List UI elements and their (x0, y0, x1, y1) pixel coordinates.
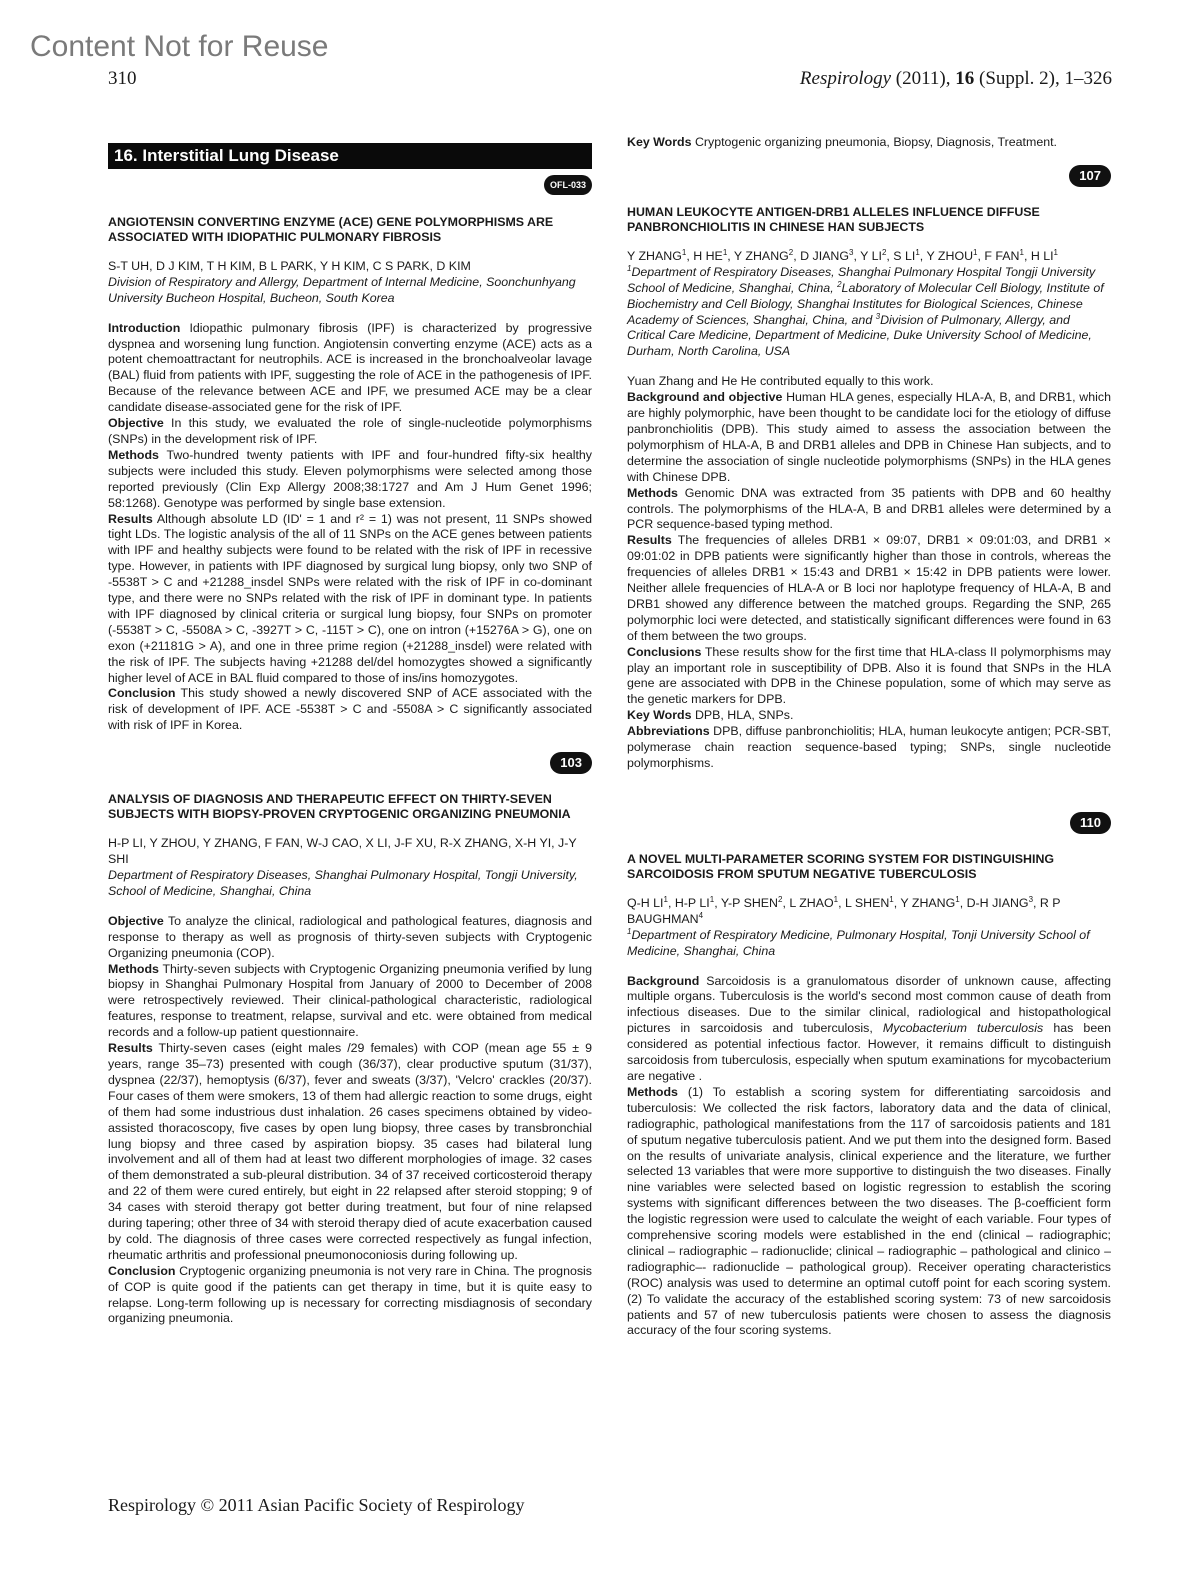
para-heading: Objective (108, 416, 164, 431)
affil-sup: 3 (875, 311, 881, 321)
author-sup: 2 (788, 247, 794, 257)
author-sup: 1 (833, 894, 839, 904)
para-heading: Key Words (627, 135, 692, 149)
author-sup: 3 (849, 247, 854, 257)
author-sup: 1 (1019, 247, 1024, 257)
author-sup: 1 (955, 894, 960, 904)
key-words (627, 135, 1111, 151)
abstract-authors: H-P LI, Y ZHOU, Y ZHANG, F FAN, W-J CAO, X LI, J-F XU, R-X ZHANG, X-H YI, J-Y SHI (108, 836, 577, 867)
watermark: Content Not for Reuse (30, 30, 329, 63)
para-text: has been considered as potential infectious factor. However, it remains difficult to distinguish sarcoidosis from tuberculosis, especially when sputum examinations for mycobacterium are negative . (627, 1021, 1111, 1083)
affil-text: Division of Pulmonary, Allergy, and Critical Care Medicine, Department of Medicine, Duke University School of Medicine, Durham, North Carolina, USA (627, 312, 1092, 359)
author: , L ZHAO (782, 895, 834, 910)
author: , Y ZHANG (893, 895, 956, 910)
para-text: Idiopathic pulmonary fibrosis (IPF) is characterized by progressive dyspnea and worsening lung function. Angiotensin converting enzyme (ACE) acts as a potent chemoattractant for neutrophils. ACE is increased in the bronchoalveolar lavage (BAL) fluid from patients with IPF, suggesting the role of ACE in the pathogenesis of IPF. Because of the relevance between ACE and IPF, we presumed ACE may be a clear candidate disease-associated gene for the risk of IPF. (108, 320, 592, 415)
author-sup: 1 (889, 894, 894, 904)
abstract-affiliation (627, 928, 1111, 960)
affil-text: Department of Respiratory Medicine, Pulmonary Hospital, Tonji University School of Medicine, Shanghai, China (627, 927, 1090, 958)
abstract-body (108, 914, 592, 1328)
abstract-authors: S-T UH, D J KIM, T H KIM, B L PARK, Y H KIM, C S PARK, D KIM (108, 258, 471, 273)
para-text: Thirty-seven subjects with Cryptogenic Organizing pneumonia verified by lung biopsy in Shanghai Pulmonary Hospital from January of 2000 to December of 2008 were retrospectively reviewed. Their clinical-pathological characteristic, radiological features, response to treatment, relapse, survival and etc. were obtained from medical records and a follow-up patient questionnaire. (108, 961, 592, 1040)
abstract-affiliation: Department of Respiratory Diseases, Shanghai Pulmonary Hospital, Tongji University, School of Medicine, Shanghai, China (108, 868, 578, 898)
para-text: Sarcoidosis is a granulomatous disorder of unknown cause, affecting multiple organs. Tuberculosis is the world's second most common cause of death from infectious diseases. Due to the similar clinical, radiological and histopathological pictures in sarcoidosis and tuberculosis, (627, 973, 1111, 1036)
para-heading: Methods (627, 485, 678, 500)
journal-volume: 16 (955, 68, 975, 89)
affil-text: Department of Respiratory Diseases, Shanghai Pulmonary Hospital Tongji University School of Medicine, Shanghai, China, (627, 264, 1096, 295)
author: , H HE (686, 248, 723, 263)
abstract-affiliation (627, 265, 1111, 360)
para-heading: Key Words (627, 708, 692, 723)
author-sup: 2 (778, 894, 783, 904)
abstract-body (108, 321, 592, 735)
para-text: DPB, diffuse panbronchiolitis; HLA, human leukocyte antigen; PCR-SBT, polymerase chain reaction sequence-based typing; SNPs, single nucleotide polymorphisms. (627, 724, 1111, 770)
affil-sup: 2 (837, 279, 842, 289)
affil-text: Laboratory of Molecular Cell Biology, Institute of Biochemistry and Cell Biology, Shanghai Institutes for Biological Sciences, Chinese Academy of Sciences, Shanghai, China, and (627, 280, 1104, 327)
para-heading: Conclusion (108, 686, 176, 701)
author-sup: 1 (973, 247, 978, 257)
right-column (627, 135, 1111, 1339)
author: , D-H JIANG (959, 895, 1029, 910)
abstract-body (627, 374, 1111, 772)
author-sup: 2 (881, 247, 887, 257)
page-number: 310 (108, 68, 137, 89)
para-text: Genomic DNA was extracted from 35 patients with DPB and 60 healthy controls. The polymorphisms of the HLA-A, B and DRB1 alleles were determined by a PCR sequence-based typing method. (627, 485, 1111, 532)
para-heading: Results (627, 533, 672, 548)
para-heading: Background and objective (627, 390, 783, 405)
author-sup: 1 (681, 247, 687, 257)
affil-sup: 1 (627, 926, 632, 936)
para-heading: Methods (627, 1084, 678, 1099)
author-sup: 4 (698, 910, 704, 920)
author: , L SHEN (838, 895, 890, 910)
para-text: This study showed a newly discovered SNP of ACE associated with the risk of development of IPF. ACE -5538T > C and -5508A > C significantly associated with risk of IPF in Korea. (108, 686, 592, 733)
author: , Y LI (853, 248, 882, 263)
journal-name: Respirology (799, 68, 892, 89)
affil-sup: 1 (627, 263, 632, 273)
para-italic: Mycobacterium tuberculosis (882, 1021, 1044, 1036)
abstract-badge: OFL-033 (544, 175, 592, 195)
para-text: Human HLA genes, especially HLA-A, B, and DRB1, which are highly polymorphic, have been thought to be candidate loci for the etiology of diffuse panbronchiolitis (DPB). This study aimed to assess the association between the polymorphism of HLA-A, B and DRB1 alleles and DPB in Chinese Han subjects, and to determine the association of single nucleotide polymorphisms (SNPs) in the HLA genes with Chinese DPB. (627, 390, 1111, 484)
para-heading: Introduction (108, 320, 181, 335)
author: , Y ZHOU (919, 248, 974, 263)
abstract-authors (627, 896, 1111, 928)
author-sup: 1 (722, 247, 728, 257)
author: , R P BAUGHMAN (627, 895, 1061, 926)
abstract-badge: 107 (1069, 165, 1111, 187)
abstract-authors (627, 249, 1111, 265)
author: , Y ZHANG (727, 248, 789, 263)
journal-year: (2011), (891, 68, 956, 89)
abstract-title: ANGIOTENSIN CONVERTING ENZYME (ACE) GENE POLYMORPHISMS ARE ASSOCIATED WITH IDIOPATHIC PULMONARY FIBROSIS (108, 214, 554, 244)
abstract-badge: 110 (1070, 812, 1111, 834)
author-sup: 1 (709, 894, 715, 904)
journal-issue: (Suppl. 2), 1–326 (974, 68, 1112, 89)
abstract-body (627, 974, 1111, 1340)
para-heading: Methods (108, 447, 159, 462)
author-sup: 1 (1053, 247, 1058, 257)
author: , F FAN (977, 248, 1020, 263)
author: , H LI (1023, 248, 1054, 263)
para-heading: Results (108, 1041, 153, 1056)
para-heading: Methods (108, 961, 159, 976)
para-text: Two-hundred twenty patients with IPF and four-hundred fifty-six healthy subjects were included this study. Eleven polymorphisms were selected among those reported previously (Clin Exp Allergy 2008;38:1727 and Am J Hum Genet 1996; 58:1268). Genotype was performed by single base extension. (108, 447, 592, 510)
author: , D JIANG (793, 248, 849, 263)
para-text: To analyze the clinical, radiological and pathological features, diagnosis and response to therapy as well as prognosis of thirty-seven subjects with Cryptogenic Organizing pneumonia (COP). (108, 913, 592, 960)
para-heading: Objective (108, 913, 164, 928)
section-title: 16. Interstitial Lung Disease (108, 143, 592, 169)
abstract-title: ANALYSIS OF DIAGNOSIS AND THERAPEUTIC EFFECT ON THIRTY-SEVEN SUBJECTS WITH BIOPSY-PROVEN CRYPTOGENIC ORGANIZING PNEUMONIA (108, 792, 571, 822)
page-footer: Respirology © 2011 Asian Pacific Society of Respirology (108, 1495, 525, 1515)
author-sup: 1 (663, 894, 668, 904)
para-text: The frequencies of alleles DRB1 × 09:07, DRB1 × 09:01:03, and DRB1 × 09:01:02 in DPB patients were significantly higher than those in controls, whereas the frequencies of alleles DRB1 × 15:43 and DRB1 × 15:42 in DPB patients were lower. Neither allele frequencies of HLA-A or B loci nor haplotype frequency of HLA-A, B and DRB1 showed any difference between the matched groups. Regarding the SNP, 265 polymorphic loci were detected, and statistically significant differences were found in 63 of them between the two groups. (627, 533, 1111, 643)
para-text: Although absolute LD (ID' = 1 and r² = 1) was not present, 11 SNPs showed tight LDs. The logistic analysis of the all of 11 SNPs on the ACE genes between patients with IPF and healthy subjects were found to be related with the risk of IPF in recessive type. However, in patients with IPF diagnosed by surgical lung biopsy, only two SNP of -5538T > C and +21288_insdel SNPs were related with the risk of IPF in co-dominant type, and there were no SNPs related with the risk of IPF in dominant type. In patients with IPF diagnosed by clinical criteria or surgical lung biopsy, four SNPs on promoter (-5538T > C, -5508A > C, -3927T > C, -115T > C), one on intron (+15276A > G), one on exon (+21181G > A), and one in three prime region (+21288_insdel) were related with the risk of IPF. The subjects having +21288 del/del homozygtes showed a significantly higher level of ACE in BAL fluid compared to those of ins/ins homozygotes. (108, 511, 592, 685)
para-heading: Conclusion (108, 1263, 176, 1278)
abstract-badge: 103 (550, 752, 592, 774)
para-heading: Abbreviations (627, 724, 710, 739)
para-heading: Results (108, 511, 153, 526)
author-sup: 3 (1028, 894, 1034, 904)
para-text: Thirty-seven cases (eight males /29 females) with COP (mean age 55 ± 9 years, range 35–73) presented with cough (36/37), clear productive sputum (31/37), dyspnea (22/37), hemoptysis (6/37), fever and sweats (3/37), 'Velcro' crackles (20/37). Four cases of them were smokers, 13 of them had allergic reaction to some drugs, eight of them had some industrious dust inhalation. 26 cases specimens obtained by video-assisted thoracoscopy, five cases by open lung biopsy, three cases by transbronchial lung biopsy and three cased by aspiration biopsy. 35 cases had bilateral lung involvement and all of them had at least two different morphologies of image. 32 cases of them demonstrated a sub-pleural distribution. 34 of 37 received corticosteroid therapy and 22 of them were cured entirely, but eight in 22 relapsed after steroid stopping; 9 of 34 cases with steroid therapy got better during treatment, but four of nine relapsed during tapering; other three of 34 with steroid therapy died of acute exacerbation caused by cold. The diagnosis of three cases were corrected respectively as fungal infection, rheumatic arthritis and professional pneumonoconiosis during following up. (108, 1041, 592, 1262)
author: , H-P LI (667, 895, 710, 910)
running-header (800, 68, 1112, 90)
author: , S LI (886, 248, 916, 263)
author: , Y-P SHEN (714, 895, 779, 910)
abstract-title: HUMAN LEUKOCYTE ANTIGEN-DRB1 ALLELES INFLUENCE DIFFUSE PANBRONCHIOLITIS IN CHINESE HAN SUBJECTS (627, 204, 1040, 234)
para-text: Cryptogenic organizing pneumonia is not very rare in China. The prognosis of COP is quite good if the patients can get therapy in time, but it is quite easy to relapse. Long-term following up is necessary for correcting misdiagnosis of secondary organizing pneumonia. (108, 1263, 592, 1326)
para-heading: Conclusions (627, 644, 702, 659)
para-text: (1) To establish a scoring system for differentiating sarcoidosis and tuberculosis: We collected the risk factors, laboratory data and the data of clinical, radiographic, pathological manifestations from the 117 of sarcoidosis patients and 181 of sputum negative tuberculosis patient. And we put them into the designed form. Based on the results of univariate analysis, clinical experience and the literature, we further selected 13 variables that were more supportive to distinguish the two diseases. Finally nine variables were selected based on logistic regression to establish the scoring systems with significant differences between the two diseases. The β-coefficient form the logistic regression were used to calculate the weight of each variable. Four types of comprehensive scoring models were established in the end (clinical – radiographic; clinical – radiographic – radionuclide; clinical – radiographic – pathological and clinico – radiographic–- radionuclide – pathological group). Receiver operating characteristics (ROC) analysis was used to determine an optimal cutoff point for each scoring system. (2) To validate the accuracy of the established scoring system: 73 of new sarcoidosis patients and 57 of new tuberculosis patients were chosen to assess the diagnosis accuracy of the four scoring systems. (627, 1084, 1111, 1338)
para-text: DPB, HLA, SNPs. (691, 708, 794, 723)
para-heading: Background (627, 973, 700, 988)
equal-contribution-note: Yuan Zhang and He He contributed equally to this work. (627, 374, 934, 389)
para-text: Cryptogenic organizing pneumonia, Biopsy, Diagnosis, Treatment. (691, 135, 1057, 149)
author: Y ZHANG (627, 248, 682, 263)
author-sup: 1 (915, 247, 920, 257)
abstract-title: A NOVEL MULTI-PARAMETER SCORING SYSTEM FOR DISTINGUISHING SARCOIDOSIS FROM SPUTUM NEGATIVE TUBERCULOSIS (627, 851, 1055, 881)
para-text: In this study, we evaluated the role of single-nucleotide polymorphisms (SNPs) in the development risk of IPF. (108, 416, 592, 446)
para-text: These results show for the first time that HLA-class II polymorphisms may play an important role in susceptibility of DPB. Also it is found that SNPs in the HLA gene are associated with DPB in the Chinese population, some of which may serve as the genetic markers for DPB. (627, 644, 1111, 707)
left-column (108, 135, 592, 1327)
abstract-affiliation: Division of Respiratory and Allergy, Department of Internal Medicine, Soonchunhyang University Bucheon Hospital, Bucheon, South Korea (108, 274, 576, 305)
author: Q-H LI (627, 895, 664, 910)
